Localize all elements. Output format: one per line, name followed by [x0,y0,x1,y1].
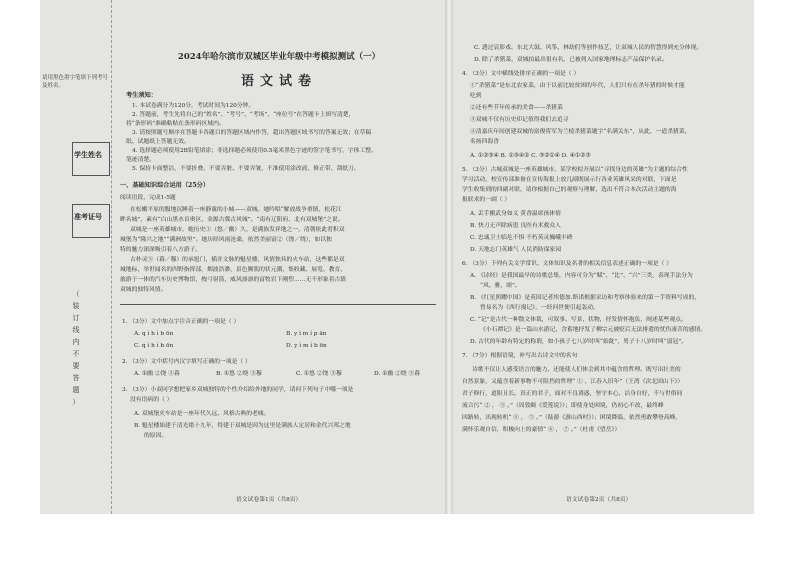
question-3-cont: 没有语病的（ ） [130,397,173,403]
right-line: 自然景象，又蕴含着新事物不可阻挡的哲理“ ① ，江春入旧年”（王湾《次北固山下》） [462,379,684,385]
right-line: 学习活动，校宣传部准备在宣传海报上放几副既展示行各业英雄风采的对联，下面是 [462,177,677,183]
notice-line: 4. 选择题必须使用2B铅笔填涂；非选择题必须使用0.5毫米黑色字迹的签字笔书写，字体工整、 [132,148,377,154]
binding-char: （ [72,290,80,298]
right-line: 报联求的一副（ ） [462,197,511,203]
notice-line: 笔迹清楚。 [126,157,155,163]
question-4: 4. （3分）文中横线处排序正确的一项是（ ） [462,71,580,77]
passage-line: 畔名城”，素有“白山黑水首奥区，金源古冀古风城”、“南有辽阳府，北有双城堡”之说。 [120,217,344,223]
right-line: D. 除了杀猪菜，双城拍最出很有名，已被列入国家地理标志产品保护名录。 [474,57,668,63]
q6-option-d[interactable]: D. 古代的年龄有特定的称谓，如小孩子七八岁时叫“始龀”，男子十八岁时叫“弱冠”。 [470,339,688,345]
question-3: 3. （3分）小双同学想把家乡双城独特的个性介绍给外地的同学，请问下列句子中哪一项是 [122,387,354,393]
right-line: 《小石潭记》是一篇山水游记，含蓄地抒发了柳宗元被贬后无法排遣的忧伤凄苦的感情。 [480,327,707,333]
exam-paper-scan [40,0,754,514]
binding-char: 不 [72,350,80,358]
right-line: 曾易名为《西行漫记》，一经问世便引起轰动。 [480,305,599,311]
q2-option-c[interactable]: C. ①悠 ②饶 ③穆 [296,371,342,377]
right-line: C. 透过哀影戏、东北大鼓、风筝、林劫们等创作技艺，让双城人民的智慧得到充分体现。 [474,45,703,51]
question-7: 7. （7分）根据语境，补写出古诗文中的名句 [462,353,578,359]
question-5: 5. （3分）古城双城是一座英雄城市，某学校拟开展以“寻找身边的英雄”为主题的综合性 [462,167,688,173]
q1-option-d[interactable]: D. y ì m í b ōn [286,343,327,349]
notice-title: 考生须知： [126,92,157,99]
binding-margin [40,0,112,514]
notice-line: 纸、试题纸上答题无效。 [126,139,190,145]
passage-line: 旅游于一体的汽车历史博物馆，拽弓射箭，威风凛凛的富牧岩下刚塑……无不形象着古镇 [120,277,347,283]
notice-line: 3. 请按照题号顺序在答题卡各题目的答题区域内作答，超出答题区域书写的答案无效；在草稿 [132,130,372,136]
binding-char: 线 [72,326,80,334]
q5-option-b[interactable]: B. 快刀无声除病患 良医有术救众人 [470,223,561,229]
exam-id-label: 准考证号 [74,213,102,221]
subject-title: 语文试卷 [240,74,317,89]
question-1: 1. （3分）文中加点字注音正确的一项是（ ） [122,319,240,325]
page-footer: 语文试卷第2页（共8页） [566,497,632,503]
passage-line: 特的魅力深深吸引着八方游子。 [120,247,202,253]
right-line: 名扬四海香 [470,139,499,145]
right-line: 学生收集到的四副对联，请你根据自己的观察与理解，选出不符合本次活动主题的海 [462,187,677,193]
question-6: 6. （3分）下列有关文学常识、文体知识及名著的相关信息表述正确的一项是（ ） [462,261,672,267]
q2-option-d[interactable]: D. ①幽 ②绕 ③暮 [374,371,420,377]
binding-char: 订 [72,314,80,322]
right-line: ③双城不仅有历史印记值得我们去追寻 [470,117,569,123]
right-line: ①“杀猪菜”是东北农家菜，由于以前比较贫困的年代，人们只有在杀年猪的时候才能 [470,83,685,89]
right-line: 君子修行，道阻且长。真正的君子，面对不良诱惑，坚守本心，洁身自好，不与世俗同 [462,391,683,397]
q6-option-a[interactable]: A. 《诗经》是我国最早的诗歌总集，内容可分为“赋”、“比”、“兴”三类，表现手法分为 [470,273,693,279]
passage-line: 城地标，举世闻名的四野指挥部，烟波浩渺，景色腾凯的状元潮，集收藏、展览、教育、 [120,267,347,273]
right-line: 满怀乐观自信，积极向上的豪情“ ⑥ ， ⑦ 。”（杜甫《望岳》） [462,427,621,433]
right-line: 诗歌不仅让人感受语言的魅力，还能使人们体会到其中蕴含的哲理。既写出壮美的 [472,367,681,373]
q5-option-c[interactable]: C. 忠诚卫士临危不惧 不朽英灵巍峨丰碑 [470,235,573,241]
section-heading: 一、基础知识综合运用（25分） [120,182,210,189]
notice-line: 1. 本试卷满分为120分，考试时间为120分钟。 [132,103,255,109]
passage-line: 城堡为“隆兴之地”“满洲故里”。她历经风雨沧桑，依然美丽富②（饶／绕），如以独 [120,237,332,243]
answer-blank-line[interactable] [120,304,436,305]
binding-char: 内 [72,338,80,346]
notice-line: 将“条形码”准确粘贴在条形码区域内。 [126,121,225,127]
q1-option-b[interactable]: B. y ì m í p ān [286,331,327,337]
q3-option-b[interactable]: B. 魁星楼始建于清光绪十九年，得建于双城是因为这里是满族人定居和金代兴邦之地 [134,423,351,429]
q6-option-c[interactable]: C. “记”是古代一种散文体裁，可叙事、写景、状物，抒发情怀抱负，阐述某些观点。 [470,317,687,323]
right-line: 回路转，出现转机“ ④ ， ⑤ 。”（陆游《游山西村》）；困境降临，依然勇敢攀登高峰， [462,415,682,421]
binding-char: 装 [72,302,80,310]
right-line: ②还有些节年传承的美食——杀猪菜 [470,105,563,111]
page-fold [445,0,453,514]
q5-option-a[interactable]: A. 丢手搬武身如义 黄香温席孩体情 [470,211,561,217]
page-footer: 语文试卷第1页（共8页） [236,497,302,503]
exam-title: 2024年哈尔滨市双城区毕业年级中考模拟测试（一） [177,52,381,62]
right-line: ④清嘉庆年间创建双城的富俊将军为兰棱杀猪菜题字“名满关东”，从此，一道杀猪菜， [470,129,691,135]
q5-option-d[interactable]: D. 天地忘门英雄气 人民消防保家园 [470,247,562,253]
q4-options[interactable]: A. ①②③④ B. ①③④② C. ③②①④ D. ④①②③ [470,153,591,159]
q3-option-b-cont: 的原因。 [144,433,168,439]
right-line: “风、雅、颂”。 [480,283,521,289]
notice-line: 2. 答题前，考生先将自己的“姓名”、“考号”、“考场”、“座位号”在答题卡上填写清楚， [132,112,355,118]
q2-option-b[interactable]: B. ①悠 ②绕 ③穆 [216,371,262,377]
reading-intro: 阅读语段，完成1-5题 [120,195,176,201]
binding-note: 请用黑色墨字笔填下列考号及姓名。 [42,75,109,89]
right-line: 吃到 [470,93,482,99]
question-2: 2. （3分）文中括号内汉字填写正确的一项是（ ） [122,359,251,365]
q1-option-c[interactable]: C. q ì h ì b ōn [134,343,174,349]
binding-char: ） [72,398,80,406]
q2-option-a[interactable]: A. ①幽 ②饶 ③暮 [134,371,180,377]
binding-char: 要 [72,362,80,370]
binding-char: 答 [72,374,80,382]
binding-char: 题 [72,386,80,394]
binding-warning [70,288,82,408]
passage-line: 在松嫩平原的腹地沉睡着一座静谧的小城——双城。她吟唱“解放战争重镇，松花江 [130,207,342,213]
q6-option-b[interactable]: B. 《红星照耀中国》是英国记者埃德加.斯诺根据采访和考察体验来的第一手资料写成的， [470,295,701,301]
passage-line: 双城的独特风情。 [120,287,167,293]
passage-line: 双城是一座英雄城市，她历史①（悠／幽）久，是满族发祥地之一，清朝依此肴积双 [130,227,345,233]
passage-line: 古朴灵③（暮／穆）的承旭门，插并文脉的魁星楼，风情独具的火车站，这些都是双 [130,257,345,263]
notice-line: 5. 保持卡面整洁，不要折叠、不要弄脏、不要弄皱，不准使用涂改液、修正带、刮纸刀。 [132,166,360,172]
q1-option-a[interactable]: A. q ì h ì b ōn [134,331,174,337]
q3-option-a[interactable]: A. 双城堡火车站是一座年代久远、风格古典的老城。 [134,411,270,417]
right-line: 流合污“ ② ， ③ 。”（周敦颐《爱莲说》）；即使身处困境，仍初心不改，最终峰 [462,403,664,409]
student-name-label: 学生姓名 [74,151,102,159]
